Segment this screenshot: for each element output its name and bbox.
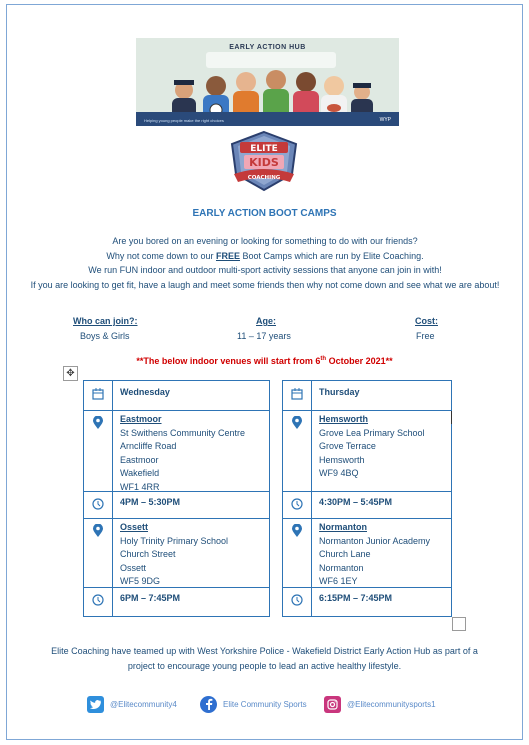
age-value: 11 – 17 years [237, 331, 291, 341]
footer-line-2: project to encourage young people to lead an active healthy lifestyle. [127, 661, 402, 671]
location-pin-icon [92, 416, 104, 430]
page-title: EARLY ACTION BOOT CAMPS [192, 208, 337, 219]
facebook-page-name: Elite Community Sports [223, 699, 307, 709]
free-emphasis: FREE [215, 250, 240, 261]
address-line: Hemsworth [319, 454, 365, 465]
address-line: Church Street [120, 549, 176, 559]
start-date-notice [0, 356, 529, 366]
location-pin-icon [92, 524, 104, 538]
session-time: 6PM – 7:45PM [120, 593, 181, 603]
intro-line-2a: Why not come down to our [106, 250, 216, 261]
thursday-table [282, 380, 452, 617]
clock-icon [291, 498, 303, 510]
venue-town-hemsworth: Hemsworth [319, 414, 369, 424]
notice-superscript: th [320, 356, 327, 362]
address-line: Holy Trinity Primary School [120, 535, 229, 546]
address-line: WF9 4BQ [319, 468, 359, 478]
instagram-handle: @Elitecommunitysports1 [347, 699, 436, 709]
intro-line-1: Are you bored on an evening or looking for something to do with our friends? [112, 236, 418, 246]
twitter-link[interactable] [87, 695, 177, 713]
venue-town-eastmoor: Eastmoor [120, 414, 162, 424]
partnership-note [20, 644, 509, 674]
banner-fine-print: Helping young people make the right choices [144, 118, 224, 123]
location-pin-icon [291, 524, 303, 538]
address-line: Church Lane [319, 549, 371, 559]
address-line: WF6 1EY [319, 576, 358, 586]
table-row [283, 587, 451, 616]
who-can-join-value: Boys & Girls [80, 331, 130, 341]
calendar-icon [92, 388, 104, 400]
session-time: 4:30PM – 5:45PM [319, 497, 393, 507]
instagram-link[interactable] [324, 695, 436, 713]
thursday-day-label: Thursday [319, 387, 360, 397]
address-line: Wakefield [120, 468, 160, 478]
intro-line-2 [28, 249, 502, 264]
twitter-handle: @Elitecommunity4 [110, 699, 177, 709]
wednesday-day-label: Wednesday [120, 387, 170, 397]
table-row [84, 518, 269, 587]
facebook-icon [200, 696, 217, 713]
table-row [283, 491, 451, 518]
wednesday-table [83, 380, 270, 617]
facebook-link[interactable] [200, 695, 307, 713]
logo-line1: ELITE [250, 144, 278, 154]
clock-icon [92, 498, 104, 510]
logo-line3: COACHING [247, 175, 281, 181]
logo-line2: KIDS [249, 156, 279, 169]
venue-town-ossett: Ossett [120, 522, 149, 532]
clock-icon [92, 594, 104, 606]
address-line: Ossett [120, 562, 147, 573]
cost-value: Free [416, 331, 435, 341]
intro-paragraph [28, 234, 502, 292]
elite-kids-coaching-logo [226, 130, 302, 192]
age-label: Age: [256, 316, 276, 326]
notice-text-after: October 2021** [326, 356, 393, 366]
address-line: Normanton [319, 562, 364, 573]
notice-text-before: **The below indoor venues will start from 6 [136, 356, 321, 366]
address-line: Arncliffe Road [120, 441, 177, 451]
footer-line-1: Elite Coaching have teamed up with West Yorkshire Police - Wakefield District Early Action Hub as part of a [51, 646, 478, 656]
address-line: Normanton Junior Academy [319, 535, 431, 546]
clock-icon [291, 594, 303, 606]
address-line: Grove Lea Primary School [319, 427, 425, 438]
cost-label: Cost: [415, 316, 438, 326]
instagram-icon [324, 696, 341, 713]
table-row [84, 410, 269, 491]
table-row [283, 381, 451, 409]
table-row [84, 491, 269, 518]
table-row [283, 518, 451, 587]
twitter-icon [87, 696, 104, 713]
address-line: Grove Terrace [319, 441, 376, 451]
move-handle-icon[interactable]: ✥ [63, 366, 78, 381]
session-time: 6:15PM – 7:45PM [319, 593, 393, 603]
address-line: WF5 9DG [120, 576, 161, 586]
table-row [84, 381, 269, 409]
address-line: St Swithens Community Centre [120, 427, 246, 438]
intro-line-3: We run FUN indoor and outdoor multi-sport activity sessions that anyone can join in with! [88, 265, 442, 275]
calendar-icon [291, 388, 303, 400]
who-can-join-label: Who can join?: [73, 316, 138, 326]
venue-town-normanton: Normanton [319, 522, 367, 532]
text-cursor [451, 411, 452, 424]
table-row [84, 587, 269, 616]
banner-partner-logo: WYP [379, 117, 391, 123]
table-row [283, 410, 451, 491]
intro-line-4: If you are looking to get fit, have a laugh and meet some friends then why not come down and see what we are about! [30, 279, 500, 290]
early-action-hub-banner [136, 38, 399, 126]
table-resize-handle[interactable] [452, 617, 466, 631]
session-time: 4PM – 5:30PM [120, 497, 181, 507]
location-pin-icon [291, 416, 303, 430]
address-line: WF1 4RR [120, 481, 160, 492]
address-line: Eastmoor [120, 454, 159, 465]
banner-title: EARLY ACTION HUB [229, 44, 306, 51]
intro-line-2b: Boot Camps which are run by Elite Coaching. [239, 250, 424, 261]
